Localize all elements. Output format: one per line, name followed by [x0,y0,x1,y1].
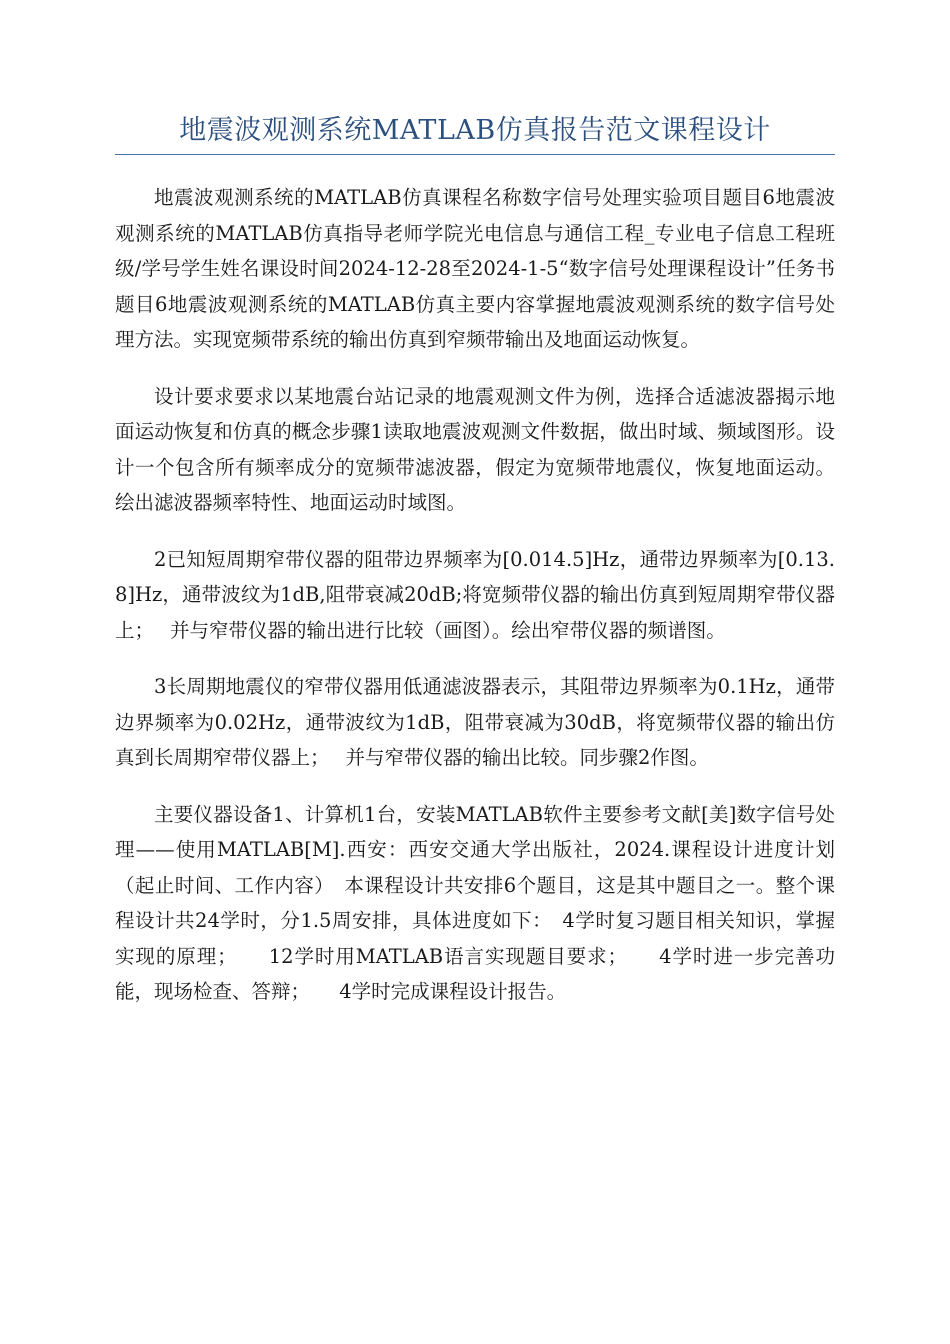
paragraph-equipment-schedule: 主要仪器设备1、计算机1台，安装MATLAB软件主要参考文献[美]数字信号处理——使用MATLAB[M].西安：西安交通大学出版社，2024.课程设计进度计划（起止时间、工作内容） 本课程设计共安排6个题目，这是其中题目之一。整个课程设计共24学时，分1.5周安排，具体进度如下： 4学时复习题目相关知识，掌握实现的原理； 12学时用MATLAB语言实现题目要求； 4学时进一步完善功能，现场检查、答辩； 4学时完成课程设计报告。 [115,802,835,1003]
title-underline [115,154,835,155]
paragraph-step-3: 3长周期地震仪的窄带仪器用低通滤波器表示，其阻带边界频率为0.1Hz，通带边界频率为0.02Hz，通带波纹为1dB，阻带衰减为30dB，将宽频带仪器的输出仿真到长周期窄带仪器上； 并与窄带仪器的输出比较。同步骤2作图。 [115,675,835,769]
paragraph-intro: 地震波观测系统的MATLAB仿真课程名称数字信号处理实验项目题目6地震波观测系统的MATLAB仿真指导老师学院光电信息与通信工程_专业电子信息工程班级/学号学生姓名课设时间2024-12-28至2024-1-5“数字信号处理课程设计”任务书题目6地震波观测系统的MATLAB仿真主要内容掌握地震波观测系统的数字信号处理方法。实现宽频带系统的输出仿真到窄频带输出及地面运动恢复。 [115,186,835,351]
document-body [115,180,835,1031]
document-title: 地震波观测系统MATLAB仿真报告范文课程设计 [179,115,771,146]
paragraph-design-requirements: 设计要求要求以某地震台站记录的地震观测文件为例，选择合适滤波器揭示地面运动恢复和仿真的概念步骤1读取地震波观测文件数据，做出时域、频域图形。设计一个包含所有频率成分的宽频带滤波器，假定为宽频带地震仪，恢复地面运动。绘出滤波器频率特性、地面运动时域图。 [115,384,835,514]
paragraph-step-2: 2已知短周期窄带仪器的阻带边界频率为[0.014.5]Hz，通带边界频率为[0.13.8]Hz，通带波纹为1dB,阻带衰减20dB;将宽频带仪器的输出仿真到短周期窄带仪器上； 并与窄带仪器的输出进行比较（画图）。绘出窄带仪器的频谱图。 [115,547,835,642]
